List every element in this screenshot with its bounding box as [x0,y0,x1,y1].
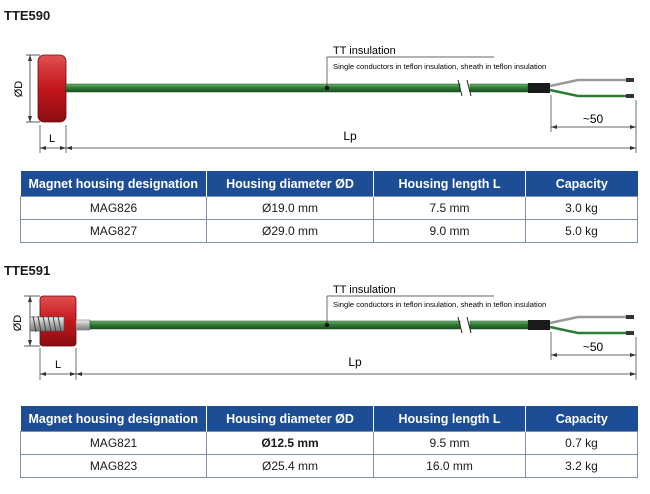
column-header: Magnet housing designation [21,171,207,197]
table-cell: MAG827 [21,220,207,243]
column-header: Housing diameter ØD [207,406,374,432]
length-label: L [48,133,56,145]
table-cell: 5.0 kg [526,220,638,243]
table-cell: Ø29.0 mm [207,220,374,243]
probe-length-label: Lp [343,129,357,143]
table-row [21,220,638,243]
table-cell: Ø19.0 mm [207,197,374,220]
cable [66,84,460,92]
table-cell: MAG823 [21,455,207,478]
lead-wire [550,90,632,96]
insulation-description: Single conductors in teflon insulation, sheath in teflon insulation [333,62,547,71]
table-cell: 16.0 mm [374,455,526,478]
column-header: Capacity [526,406,638,432]
lead-wire [550,80,632,86]
lead-wire [550,327,632,333]
probe-length-label: Lp [348,355,362,369]
table-cell: 3.0 kg [526,197,638,220]
cable-break-icon [458,317,471,333]
heat-shrink [528,83,550,93]
tte591-title: TTE591 [4,263,51,278]
table-row [21,197,638,220]
heat-shrink [528,320,550,330]
table-cell: 0.7 kg [526,432,638,455]
length-label: L [54,359,62,371]
column-header: Magnet housing designation [21,406,207,432]
diameter-label: ØD [13,80,25,98]
sleeve [76,320,90,330]
table-cell: Ø12.5 mm [207,432,374,455]
table-row [21,455,638,478]
table-cell: 9.5 mm [374,432,526,455]
cable [90,321,460,329]
table-cell: MAG826 [21,197,207,220]
tte590-title: TTE590 [4,8,51,23]
tte591-spec-table [20,406,638,478]
table-cell: 9.0 mm [374,220,526,243]
table-header-row [21,171,638,197]
column-header: Housing length L [374,406,526,432]
magnet-housing [38,55,66,122]
lead-length-label: ~50 [582,112,604,126]
table-cell: Ø25.4 mm [207,455,374,478]
lead-wire [550,317,632,323]
column-header: Housing length L [374,171,526,197]
table-row [21,432,638,455]
insulation-label: TT insulation [333,284,396,296]
table-cell: MAG821 [21,432,207,455]
insulation-label: TT insulation [333,45,396,57]
tte590-diagram [0,0,650,160]
column-header: Housing diameter ØD [207,171,374,197]
table-cell: 7.5 mm [374,197,526,220]
column-header: Capacity [526,171,638,197]
insulation-description: Single conductors in teflon insulation, sheath in teflon insulation [333,300,547,309]
tte590-spec-table [20,171,638,243]
table-header-row [21,406,638,432]
diameter-label: ØD [12,314,24,332]
tte591-diagram [0,270,650,390]
cable-break-icon [458,80,471,96]
spring-icon [30,316,64,332]
table-cell: 3.2 kg [526,455,638,478]
lead-length-label: ~50 [582,340,604,354]
